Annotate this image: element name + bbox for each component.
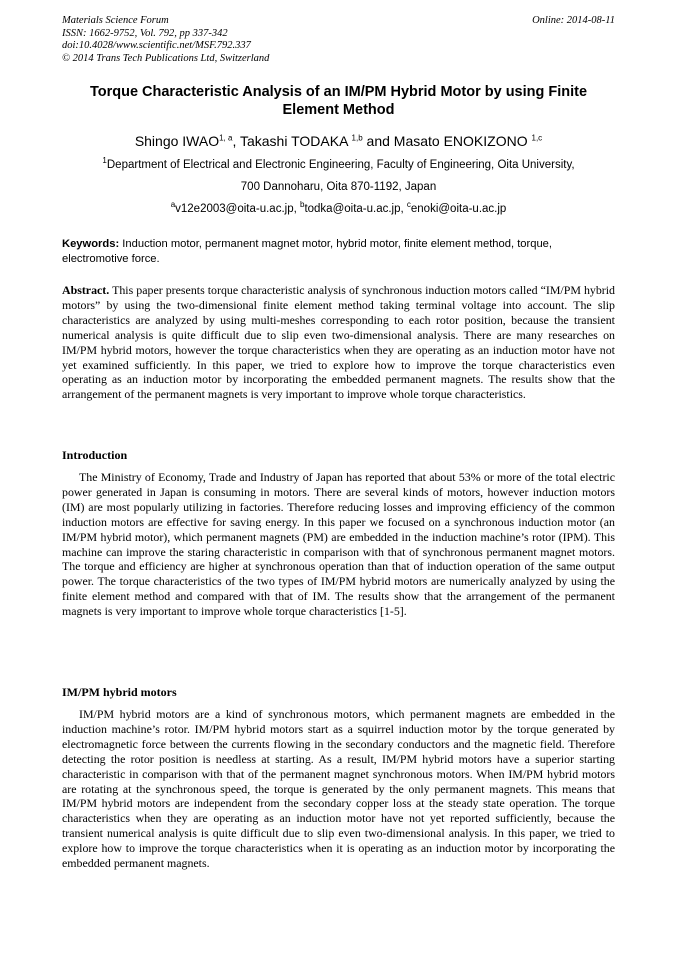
author-2-name: Takashi TODAKA [239, 133, 352, 149]
affiliation-department: Department of Electrical and Electronic Engineering, Faculty of Engineering, Oita University, [106, 159, 575, 171]
email-c-sup: c [406, 200, 411, 210]
author-separator: and [362, 133, 394, 149]
author-3-sup: 1,c [531, 133, 543, 143]
keywords-text: Induction motor, permanent magnet motor, hybrid motor, finite element method, torque, electromotive force. [62, 238, 553, 265]
keywords-label: Keywords: [62, 238, 120, 250]
email-c: enoki@oita-u.ac.jp [410, 203, 507, 215]
author-separator: , [232, 133, 240, 149]
hybrid-motors-paragraph: IM/PM hybrid motors are a kind of synchronous motors, which permanent magnets are embedded in the induction machine’s rotor. IM/PM hybrid motors start as a squirrel induction motor by the torque generated by electromagnetic force between the currents flowing in the secondary conductors and the magnetic field. Therefore detecting the rotor position is needless at starting. As a result, IM/PM hybrid motors have a superior starting characteristic in comparison with that of the permanent magnet synchronous motors. When IM/PM hybrid motors are rotating at the synchronous speed, the torque is generated by the only permanent magnets. This means that IM/PM hybrid motors are independent from the secondary copper loss at the steady state operation. The torque characteristics when they are operating as an induction motor have not yet reported sufficiently, because the transient numerical analysis is quite difficult due to slip even two-dimensional analysis. In this paper, we tried to explore how to improve the torque characteristics when it is operating as an induction motor by incorporating the embedded permanent magnets. [62, 707, 615, 871]
journal-name: Materials Science Forum [62, 15, 169, 26]
hybrid-motors-heading: IM/PM hybrid motors [62, 685, 177, 699]
author-1-sup: 1, a [219, 133, 233, 143]
email-a-sup: a [170, 200, 176, 210]
abstract-label: Abstract. [62, 283, 110, 297]
email-b: todka@oita-u.ac.jp, [304, 203, 407, 215]
introduction-paragraph: The Ministry of Economy, Trade and Industry of Japan has reported that about 53% or more of the total electric power generated in Japan is consuming in motors. There are several kinds of motors, however induction motors (IM) are most popularly utilizing in factories. Therefore reducing losses and improving efficiency of the common induction motors are effective for saving energy. In this paper we focused on a synchronous induction motor (an IM/PM hybrid motor), which permanent magnets (PM) are embedded in the induction machine’s rotor (IPM). This machine can improve the staring characteristic in comparison with that of synchronous permanent magnet motors. The torque and efficiency are higher at synchronous operation than that of induction operation of the same output power. The torque characteristics of the two types of IM/PM hybrid motors are numerically analyzed by using the finite element method and compared with that of IM. The results show that the arrangement of the permanent magnets is very important to improve whole torque characteristics [1-5]. [62, 470, 615, 619]
author-3-name: Masato ENOKIZONO [393, 133, 532, 149]
paper-title: Torque Characteristic Analysis of an IM/PM Hybrid Motor by using Finite Element Method [89, 84, 588, 118]
email-b-sup: b [299, 200, 305, 210]
author-emails [62, 202, 615, 216]
affiliation-line-1 [62, 158, 615, 172]
journal-copyright: © 2014 Trans Tech Publications Ltd, Switzerland [62, 52, 270, 64]
introduction-heading: Introduction [62, 448, 128, 462]
author-line [62, 132, 615, 150]
online-date: Online: 2014-08-11 [532, 15, 615, 26]
affiliation-address: 700 Dannoharu, Oita 870-1192, Japan [240, 181, 437, 193]
journal-doi: doi:10.4028/www.scientific.net/MSF.792.337 [62, 40, 251, 51]
abstract [62, 283, 615, 402]
abstract-text: This paper presents torque characteristic analysis of synchronous induction motors called “IM/PM hybrid motors” by using the two-dimensional finite element method taking terminal voltage into account. The slip characteristics are analyzed by using multi-meshes corresponding to each rotor position, because the transient numerical analysis is quite difficult due to slip even two-dimensional analysis. There are many researches on IM/PM hybrid motors, however the torque characteristics when they are operating as an induction motor have not yet examined sufficiently. In this paper, we tried to explore how to improve the torque characteristics even operating as an induction motor by incorporating the embedded permanent magnets. The results show that the arrangement of the permanent magnets is very important to improve whole torque characteristics. [62, 283, 615, 402]
journal-issn: ISSN: 1662-9752, Vol. 792, pp 337-342 [62, 27, 228, 39]
affiliation-sup: 1 [102, 156, 107, 166]
author-1-name: Shingo IWAO [134, 133, 220, 149]
keywords [62, 237, 615, 266]
author-2-sup: 1,b [351, 133, 363, 143]
journal-header [62, 15, 269, 65]
email-a: v12e2003@oita-u.ac.jp, [175, 203, 300, 215]
